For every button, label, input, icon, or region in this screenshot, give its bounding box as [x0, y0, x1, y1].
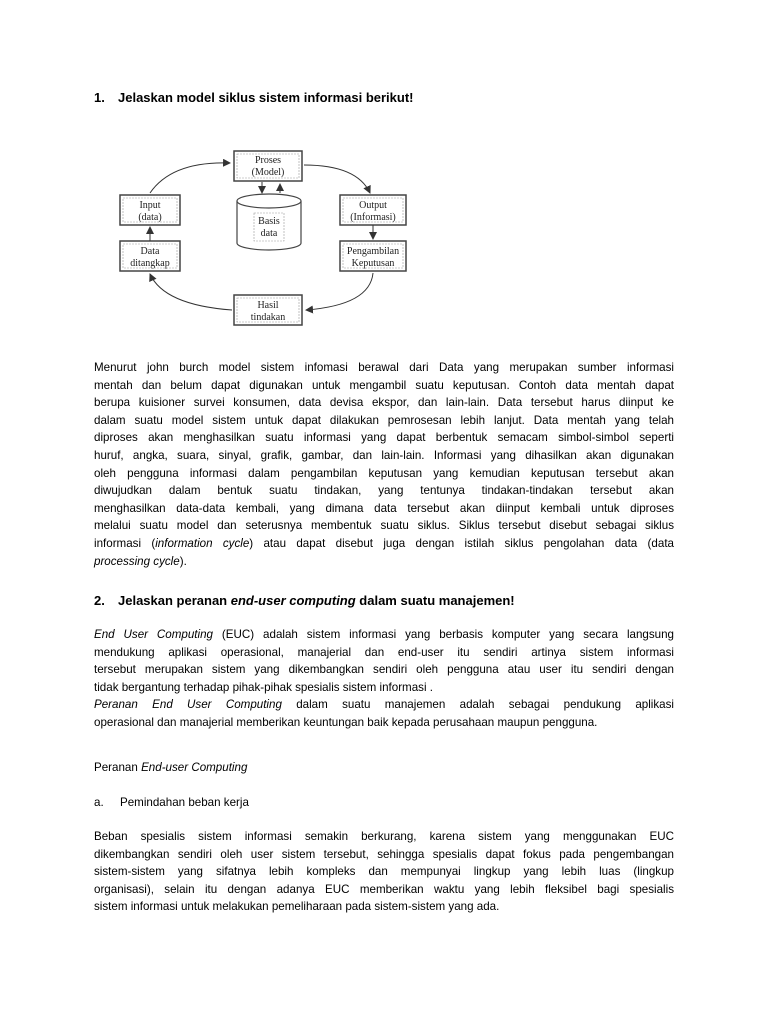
- output-box: [340, 195, 406, 225]
- peranan-label: [94, 761, 247, 774]
- q1-line: oleh pengguna informasi dalam pengambilan keputusan yang kemudian keputusan tersebut akan: [94, 466, 674, 480]
- basis-label-1: Basis: [258, 216, 280, 227]
- data-label-1: Data: [140, 246, 160, 257]
- sub-heading-a: [94, 796, 249, 809]
- pengambilan-label-2: Keputusan: [351, 258, 395, 269]
- q1-paragraph: [94, 359, 674, 570]
- beban-line: sistem informasi untuk melakukan pemeliharaan pada sistem-sistem yang ada.: [94, 900, 500, 914]
- question-1-heading: [94, 90, 414, 105]
- peranan-label-text: Peranan: [94, 761, 142, 774]
- output-label-2: (Informasi): [350, 212, 396, 223]
- q1-line: dalam suatu model sistem untuk dapat dilakukan pemrosesan lebih lanjut. Data mentah yang telah: [94, 413, 674, 427]
- euc-line: mendukung aplikasi operasional, manajerial dan end-user itu sendiri artinya sistem informasi: [94, 645, 674, 659]
- q1-line: diwujudkan dalam bentuk suatu tindakan, yang tentunya tindakan-tindakan tersebut akan: [94, 484, 674, 498]
- beban-line: organisasi), selain itu dengan adanya EUC memberikan waktu yang lebih fleksibel bagi spesialis: [94, 882, 674, 896]
- input-label-2: (data): [138, 212, 162, 223]
- euc-line: [94, 626, 674, 644]
- q1-line-cycle: [94, 535, 674, 553]
- question-2-title-c: dalam suatu manajemen!: [355, 593, 515, 608]
- arrow-input-to-proses: [150, 163, 230, 193]
- q1-line: Menurut john burch model sistem infomasi berawal dari Data yang merupakan sumber informasi: [94, 361, 674, 374]
- question-2-title-term: end-user computing: [230, 593, 356, 608]
- data-ditangkap-box: [120, 241, 180, 271]
- q1-line: melalui suatu model dan seterusnya membentuk suatu siklus. Siklus tersebut disebut sebagai siklus: [94, 519, 674, 533]
- peranan-term: Peranan End User Computing: [94, 698, 282, 712]
- q1-cycle-text-a: informasi (: [94, 536, 156, 550]
- hasil-label-1: Hasil: [257, 300, 279, 311]
- beban-paragraph: [94, 828, 674, 916]
- output-label-1: Output: [359, 200, 387, 211]
- arrow-pengambilan-to-hasil: [306, 273, 373, 310]
- q1-line: diproses akan menghasilkan suatu informasi yang dapat berbentuk semacam simbol-simbol seperti: [94, 431, 674, 445]
- cycle-diagram-svg: [112, 143, 412, 328]
- q1-cycle-text-c: ) atau dapat disebut juga dengan istilah siklus pengolahan data (data: [249, 536, 674, 550]
- q1-line: huruf, angka, suara, sinyal, grafik, gambar, dan lain-lain. Informasi yang dihasilkan akan digunakan: [94, 448, 674, 462]
- hasil-label-2: tindakan: [250, 312, 286, 323]
- beban-line: dikembangkan sendiri oleh user sistem tersebut, sehingga spesialis dapat fokus pada pengembangan: [94, 847, 674, 861]
- q1-cycle-term: information cycle: [155, 536, 250, 550]
- peranan-line: [94, 696, 674, 714]
- basis-label-2: data: [260, 228, 278, 239]
- information-cycle-diagram: [112, 143, 412, 333]
- peranan-line-rest: dalam suatu manajemen adalah sebagai pendukung aplikasi: [281, 698, 674, 712]
- q1-line: menghasilkan data-data kembali, yang dimana data tersebut akan diinput kembali untuk diproses: [94, 501, 674, 515]
- arrow-hasil-to-data: [150, 274, 232, 310]
- beban-line: sistem-sistem yang sifatnya lebih kompleks dan mempunyai lingkup yang lebih luas (lingkup: [94, 865, 674, 879]
- input-label-1: Input: [139, 200, 161, 211]
- data-label-2: ditangkap: [130, 258, 170, 269]
- q1-processing-term: processing cycle: [94, 554, 180, 568]
- proses-label-2: (Model): [251, 167, 285, 178]
- proses-label-1: Proses: [254, 155, 282, 166]
- q1-line: mentah dan belum dapat digunakan untuk mengambil suatu keputusan. Contoh data mentah dapat: [94, 378, 674, 392]
- sub-heading-a-number: a.: [94, 796, 104, 809]
- q1-line: berupa kuisioner survei konsumen, data devisa ekspor, dan lain-lain. Data tersebut harus diinput ke: [94, 396, 674, 410]
- peranan-label-term: End-user Computing: [141, 761, 248, 774]
- euc-line: tidak bergantung terhadap pihak-pihak spesialis sistem informasi .: [94, 680, 433, 694]
- question-2-number: 2.: [94, 593, 105, 608]
- basis-data-cylinder: [237, 194, 301, 250]
- sub-heading-a-title: Pemindahan beban kerja: [120, 796, 249, 809]
- euc-term: End User Computing: [94, 628, 214, 641]
- arrow-proses-to-output: [304, 165, 370, 193]
- q1-cycle-end: ).: [179, 554, 187, 568]
- input-box: [120, 195, 180, 225]
- question-2-title-a: Jelaskan peranan: [118, 593, 231, 608]
- peranan-line: operasional dan manajerial memberikan keuntungan baik kepada perusahaan maupun pengguna.: [94, 715, 598, 729]
- question-1-number: 1.: [94, 90, 105, 105]
- pengambilan-label-1: Pengambilan: [346, 246, 400, 257]
- question-1-title: Jelaskan model siklus sistem informasi berikut!: [118, 90, 414, 105]
- euc-line: tersebut merupakan sistem yang dikembangkan sendiri oleh pengguna atau user itu sendiri dengan: [94, 663, 674, 677]
- question-2-heading: [94, 593, 515, 608]
- pengambilan-keputusan-box: [340, 241, 406, 271]
- hasil-tindakan-box: [234, 295, 302, 325]
- q1-line-last: [94, 553, 674, 571]
- euc-definition-paragraph: [94, 626, 674, 732]
- euc-line-rest: (EUC) adalah sistem informasi yang berbasis komputer yang secara langsung: [213, 628, 674, 641]
- beban-line: Beban spesialis sistem informasi semakin berkurang, karena sistem yang menggunakan EUC: [94, 830, 674, 843]
- proses-box: [234, 151, 302, 181]
